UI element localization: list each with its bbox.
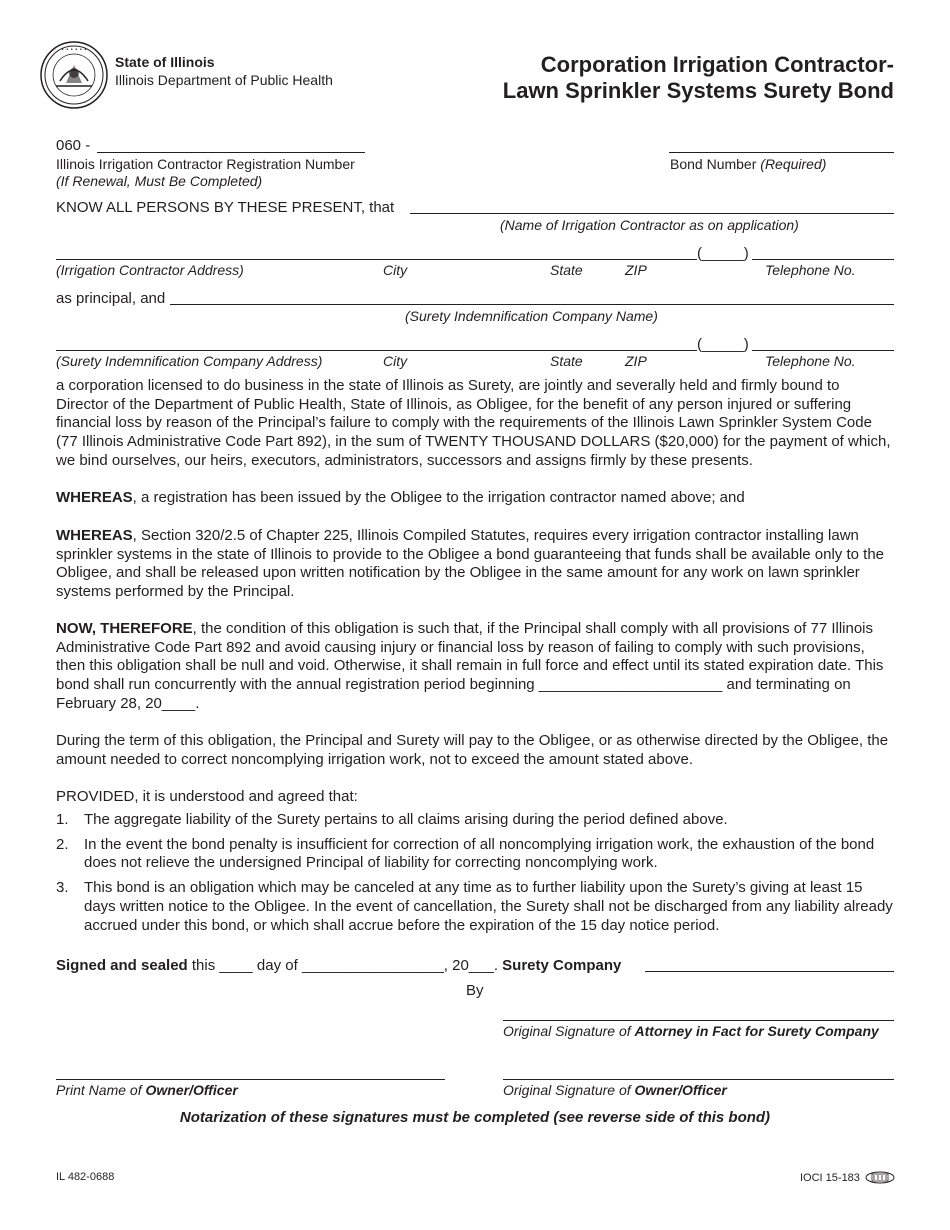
- surety-city-caption: City: [383, 353, 408, 369]
- contractor-address-caption: (Irrigation Contractor Address): [56, 262, 244, 278]
- surety-zip-caption: ZIP: [625, 353, 647, 369]
- contractor-phone-caption: Telephone No.: [765, 262, 856, 278]
- registration-label: Illinois Irrigation Contractor Registration Number: [56, 156, 355, 172]
- form-title-line1: Corporation Irrigation Contractor-: [540, 52, 894, 77]
- surety-company-field[interactable]: [645, 971, 894, 972]
- state-name: State of Illinois: [115, 54, 215, 70]
- surety-phone-caption: Telephone No.: [765, 353, 856, 369]
- attorney-signature-caption: Original Signature of Attorney in Fact for Surety Company: [503, 1023, 879, 1039]
- print-name-caption: Print Name of Owner/Officer: [56, 1082, 238, 1098]
- contractor-phone-area[interactable]: (_____): [697, 245, 749, 262]
- attorney-signature-field[interactable]: [503, 1020, 894, 1021]
- contractor-zip-caption: ZIP: [625, 262, 647, 278]
- signed-and-sealed-line: Signed and sealed this ____ day of _________________, 20___. Surety Company: [56, 957, 622, 974]
- form-title-line2: Lawn Sprinkler Systems Surety Bond: [502, 78, 894, 103]
- as-principal-text: as principal, and: [56, 290, 166, 307]
- registration-number-field[interactable]: [97, 152, 365, 153]
- surety-phone-field[interactable]: [752, 350, 894, 351]
- ioci-number: IOCI 15-183: [800, 1172, 860, 1184]
- term-paragraph: During the term of this obligation, the Principal and Surety will pay to the Obligee, or as otherwise directed by the Obligee, the amount needed to correct noncomplying irrigation work, not to exceed the amount stated above.: [56, 732, 889, 768]
- now-therefore-paragraph: NOW, THEREFORE, the condition of this obligation is such that, if the Principal shall comply with all provisions of 77 Illinois Administrative Code Part 892 and avoid causing injury or financial loss by reason of failing to comply with such provisions, then this obligation shall be null and void. Otherwise, it shall remain in full force and effect until its stated expiration date. This bond shall run concurrently with the annual registration period beginning ______________________ and terminating on February 28, 20____.: [56, 620, 884, 712]
- list-item: 1. The aggregate liability of the Surety pertains to all claims arising during the period defined above.: [56, 811, 728, 828]
- surety-phone-area[interactable]: (_____): [697, 336, 749, 353]
- illinois-state-seal-icon: [40, 41, 108, 109]
- form-title: [503, 52, 894, 104]
- by-label: By: [466, 982, 484, 999]
- contractor-name-field[interactable]: [410, 213, 894, 214]
- contractor-city-caption: City: [383, 262, 408, 278]
- surety-name-field[interactable]: [170, 304, 894, 305]
- owner-signature-field[interactable]: [503, 1079, 894, 1080]
- registration-note: (If Renewal, Must Be Completed): [56, 173, 263, 189]
- registration-prefix: 060 -: [56, 137, 91, 154]
- surety-address-caption: (Surety Indemnification Company Address): [56, 353, 323, 369]
- whereas-statute-paragraph: WHEREAS, Section 320/2.5 of Chapter 225, Illinois Compiled Statutes, requires every irrigation contractor installing lawn sprinkler systems in the state of Illinois to provide to the Obligee a bond guaranteeing that funds shall be available only to the Obligee, and shall be released upon written notification by the Obligee in the same amount for any work on lawn sprinkler systems performed by the Principal.: [56, 527, 885, 601]
- bond-number-label: Bond Number (Required): [670, 156, 827, 172]
- surety-address-field[interactable]: [56, 350, 697, 351]
- svg-text:• • • • • •: • • • • • •: [61, 47, 87, 53]
- contractor-address-field[interactable]: [56, 259, 697, 260]
- know-all-persons-text: KNOW ALL PERSONS BY THESE PRESENT, that: [56, 199, 395, 216]
- provided-text: PROVIDED, it is understood and agreed that:: [56, 788, 358, 805]
- department-name: Illinois Department of Public Health: [115, 72, 333, 88]
- form-number: IL 482-0688: [56, 1171, 115, 1183]
- surety-state-caption: State: [550, 353, 583, 369]
- list-item: 3. This bond is an obligation which may be canceled at any time as to further liability upon the Surety’s giving at least 15 days written notice to the Obligee. In the event of cancellation, the Surety shall not be discharged from any liability already accrued under this bond, or which shall accrue before the expiration of the 15 day notice period.: [56, 879, 893, 934]
- provisions-list: [56, 811, 896, 941]
- bond-number-field[interactable]: [669, 152, 894, 153]
- contractor-phone-field[interactable]: [752, 259, 894, 260]
- list-item: 2. In the event the bond penalty is insufficient for correction of all noncomplying irrigation work, the exhaustion of the bond does not relieve the undersigned Principal of liability for correcting noncomplying work.: [56, 835, 875, 872]
- notarization-notice: Notarization of these signatures must be completed (see reverse side of this bond): [179, 1109, 771, 1126]
- owner-signature-caption: Original Signature of Owner/Officer: [503, 1082, 727, 1098]
- whereas-registration-paragraph: WHEREAS, a registration has been issued by the Obligee to the irrigation contractor named above; and: [56, 489, 745, 506]
- print-name-field[interactable]: [56, 1079, 445, 1080]
- surety-name-caption: (Surety Indemnification Company Name): [405, 308, 658, 324]
- ioci-logo-icon: [865, 1171, 895, 1184]
- bond-obligation-paragraph: a corporation licensed to do business in the state of Illinois as Surety, are jointly and severally held and firmly bound to Director of the Department of Public Health, State of Illinois, as Obligee, for the benefit of any person injured or suffering financial loss by reason of the Principal’s failure to comply with the requirements of the Illinois Lawn Sprinkler System Code (77 Illinois Administrative Code Part 892), in the sum of TWENTY THOUSAND DOLLARS ($20,000) for the payment of which, we bind ourselves, our heirs, executors, administrators, successors and assigns firmly by these presents.: [56, 377, 891, 469]
- contractor-state-caption: State: [550, 262, 583, 278]
- contractor-name-caption: (Name of Irrigation Contractor as on application): [500, 217, 799, 233]
